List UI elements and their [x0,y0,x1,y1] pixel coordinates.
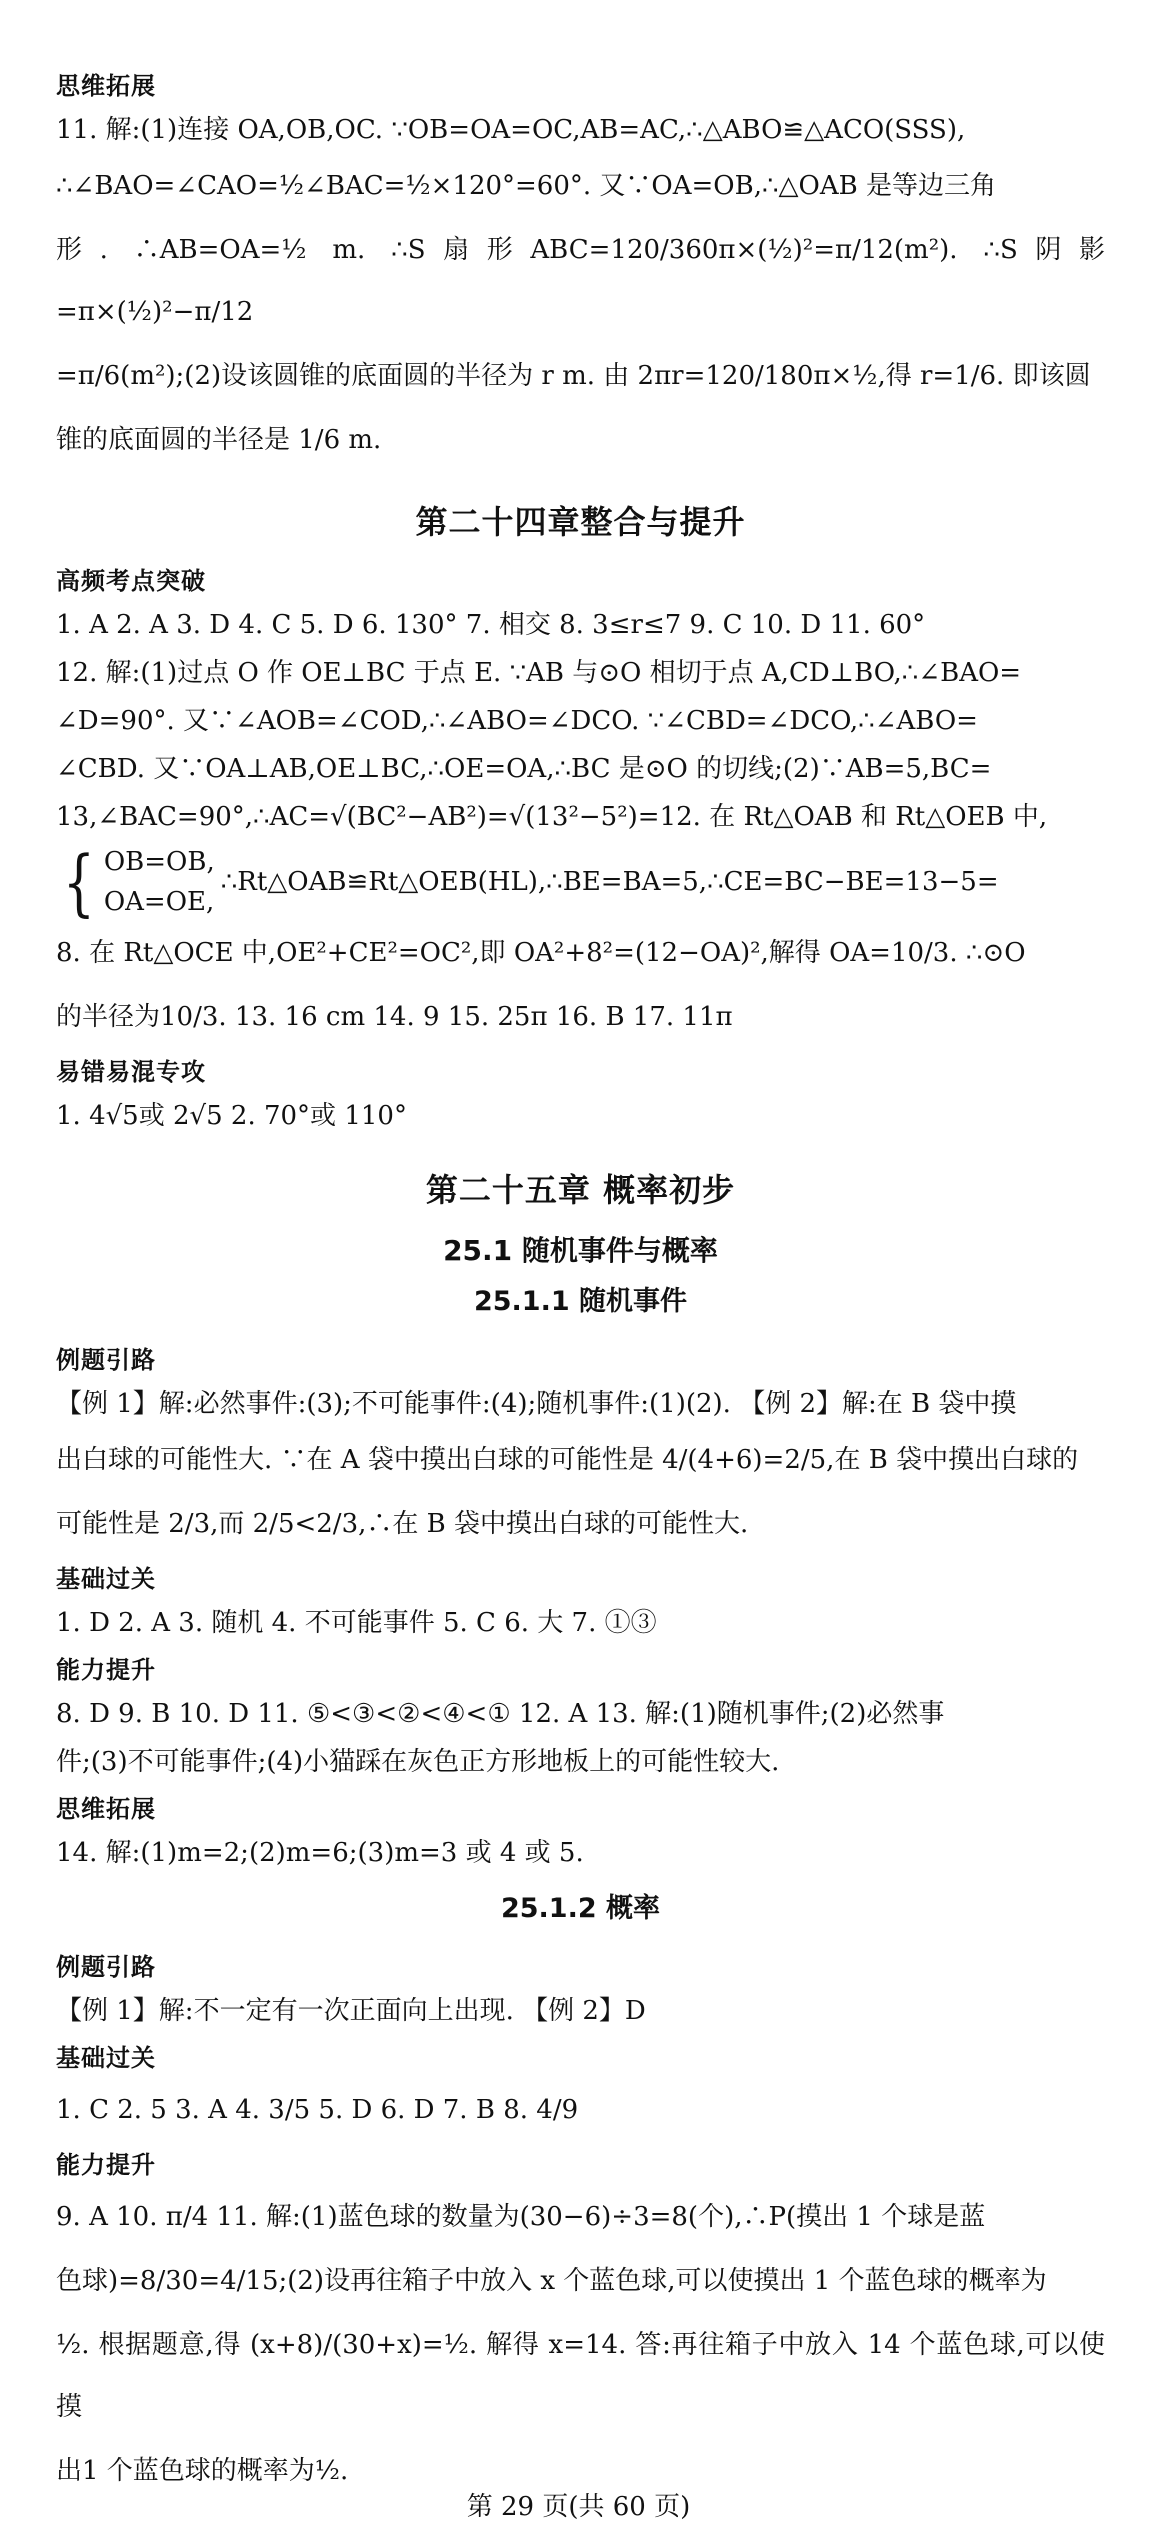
answer-11-line-4: =π/6(m²);(2)设该圆锥的底面圆的半径为 r m. 由 2πr=120/180π×½,得 r=1/6. 即该圆 [56,361,1091,391]
chapter-24-title: 第二十四章整合与提升 [415,503,746,541]
basics-answers-2: 1. C 2. 5 3. A 4. 3/5 5. D 6. D 7. B 8. 4/9 [56,2095,579,2125]
section-25-1-2-title: 25.1.2 概率 [500,1893,661,1924]
page-footer: 第 29 页(共 60 页) [466,2492,691,2522]
section-heading-basics-1: 基础过关 [56,1565,156,1593]
left-brace-icon: { [62,840,95,924]
section-heading-ability-2: 能力提升 [56,2151,156,2179]
section-heading-thinking-1: 思维拓展 [56,72,156,100]
chapter-25-title: 第二十五章 概率初步 [425,1171,736,1209]
system-line-2: OA=OE, [103,887,215,917]
answers-1-11: 1. A 2. A 3. D 4. C 5. D 6. 130° 7. 相交 8. 3≤r≤7 9. C 10. D 11. 60° [56,610,926,640]
answer-11-line-2: ∴∠BAO=∠CAO=½∠BAC=½×120°=60°. 又∵OA=OB,∴△OAB 是等边三角 [56,171,996,201]
system-line-1: OB=OB, [103,847,215,877]
example-line-1: 【例 1】解:必然事件:(3);不可能事件:(4);随机事件:(1)(2). 【例 2】解:在 B 袋中摸 [56,1389,1017,1419]
ability-line-2: 件;(3)不可能事件;(4)小猫踩在灰色正方形地板上的可能性较大. [56,1747,780,1777]
section-heading-basics-2: 基础过关 [56,2044,156,2072]
thinking-answer-14: 14. 解:(1)m=2;(2)m=6;(3)m=3 或 4 或 5. [56,1838,584,1868]
example-line-3: 可能性是 2/3,而 2/5<2/3,∴在 B 袋中摸出白球的可能性大. [56,1509,749,1539]
answer-12-line-2: ∠D=90°. 又∵∠AOB=∠COD,∴∠ABO=∠DCO. ∵∠CBD=∠DCO,∴∠ABO= [56,706,978,736]
section-heading-examples-1: 例题引路 [56,1346,156,1374]
section-heading-ability-1: 能力提升 [56,1656,156,1684]
section-heading-key-points: 高频考点突破 [56,567,206,595]
error-prone-answers: 1. 4√5或 2√5 2. 70°或 110° [56,1101,407,1131]
ability2-line-1: 9. A 10. π/4 11. 解:(1)蓝色球的数量为(30−6)÷3=8(个),∴P(摸出 1 个球是蓝 [56,2202,986,2232]
section-heading-error-prone: 易错易混专攻 [56,1058,206,1086]
ability2-line-4: 出1 个蓝色球的概率为½. [56,2456,349,2486]
ability2-line-2: 色球)=8/30=4/15;(2)设再往箱子中放入 x 个蓝色球,可以使摸出 1 个蓝色球的概率为 [56,2266,1047,2296]
answer-12-line-5: 8. 在 Rt△OCE 中,OE²+CE²=OC²,即 OA²+8²=(12−OA)²,解得 OA=10/3. ∴⊙O [56,938,1026,968]
example-line-2: 出白球的可能性大. ∵在 A 袋中摸出白球的可能性是 4/(4+6)=2/5,在 B 袋中摸出白球的 [56,1445,1079,1475]
ability-line-1: 8. D 9. B 10. D 11. ⑤<③<②<④<① 12. A 13. 解:(1)随机事件;(2)必然事 [56,1699,945,1729]
section-heading-thinking-2: 思维拓展 [56,1795,156,1823]
answer-12-line-3: ∠CBD. 又∵OA⊥AB,OE⊥BC,∴OE=OA,∴BC 是⊙O 的切线;(2)∵AB=5,BC= [56,754,992,784]
answer-11-line-1: 11. 解:(1)连接 OA,OB,OC. ∵OB=OA=OC,AB=AC,∴△ABO≌△ACO(SSS), [56,115,966,145]
answers-13-17: 的半径为10/3. 13. 16 cm 14. 9 15. 25π 16. B 17. 11π [56,1002,733,1032]
answer-12-line-1: 12. 解:(1)过点 O 作 OE⊥BC 于点 E. ∵AB 与⊙O 相切于点 A,CD⊥BO,∴∠BAO= [56,658,1022,688]
answer-11-line-3: 形. ∴AB=OA=½ m. ∴S扇形ABC=120/360π×(½)²=π/12(m²). ∴S阴影=π×(½)²−π/12 [56,235,1105,327]
example2-line-1: 【例 1】解:不一定有一次正面向上出现. 【例 2】D [56,1996,646,2026]
basics-answers-1: 1. D 2. A 3. 随机 4. 不可能事件 5. C 6. 大 7. ①③ [56,1608,657,1638]
answer-12-line-4: 13,∠BAC=90°,∴AC=√(BC²−AB²)=√(13²−5²)=12. 在 Rt△OAB 和 Rt△OEB 中, [56,802,1048,832]
section-heading-examples-2: 例题引路 [56,1953,156,1981]
ability2-line-3: ½. 根据题意,得 (x+8)/(30+x)=½. 解得 x=14. 答:再往箱子中放入 14 个蓝色球,可以使摸 [56,2330,1105,2422]
section-25-1-1-title: 25.1.1 随机事件 [473,1286,688,1317]
answer-12-system [56,842,1105,922]
system-conclusion: ∴Rt△OAB≌Rt△OEB(HL),∴BE=BA=5,∴CE=BC−BE=13−5= [220,867,999,897]
answer-11-line-5: 锥的底面圆的半径是 1/6 m. [56,425,382,455]
section-25-1-title: 25.1 随机事件与概率 [443,1234,718,1267]
